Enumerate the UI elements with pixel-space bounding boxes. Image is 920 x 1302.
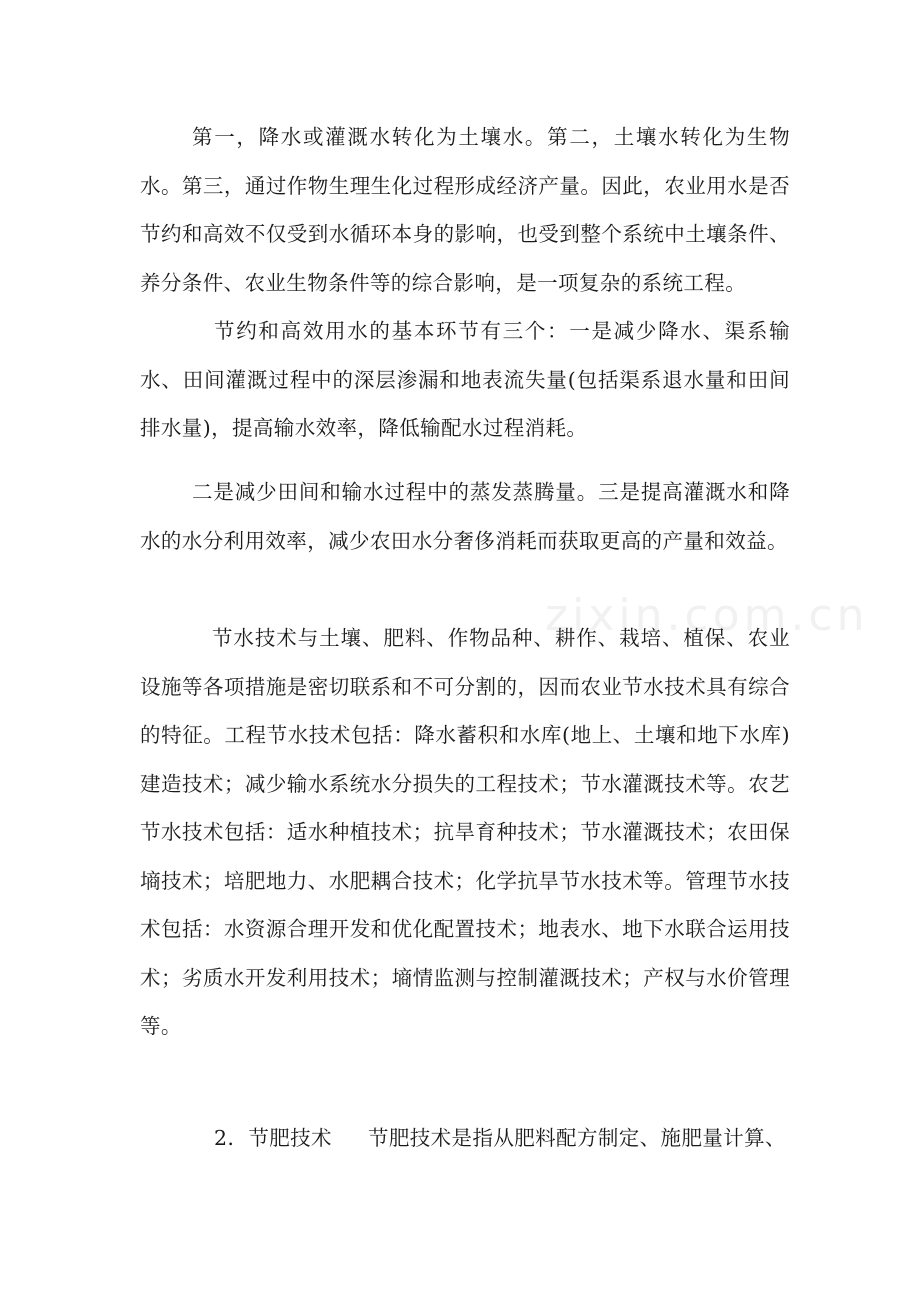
paragraph-water-conversion: 第一，降水或灌溉水转化为土壤水。第二，土壤水转化为生物水。第三，通过作物生理生化过程形成经济产量。因此，农业用水是否节约和高效不仅受到水循环本身的影响，也受到整个系统中土壤条件、养分条件、农业生物条件等的综合影响，是一项复杂的系统工程。 [140,125,790,295]
section-title: 节肥技术 [248,1126,332,1150]
watermark: zixin.com.cn [545,590,869,641]
section-heading-fertilizer [214,1114,804,1163]
paragraph-water-saving-tech: 节水技术与土壤、肥料、作物品种、耕作、栽培、植保、农业设施等各项措施是密切联系和不可分割的，因而农业节水技术具有综合的特征。工程节水技术包括：降水蓄积和水库(地上、土壤和地下水库)建造技术；减少输水系统水分损失的工程技术；节水灌溉技术等。农艺节水技术包括：适水种植技术；抗旱育种技术；节水灌溉技术；农田保墒技术；培肥地力、水肥耦合技术；化学抗旱节水技术等。管理节水技术包括：水资源合理开发和优化配置技术；地表水、地下水联合运用技术；劣质水开发利用技术；墒情监测与控制灌溉技术；产权与水价管理等。 [140,626,790,1038]
paragraph-basic-links: 节约和高效用水的基本环节有三个：一是减少降水、渠系输水、田间灌溉过程中的深层渗漏和地表流失量(包括渠系退水量和田间排水量)，提高输水效率，降低输配水过程消耗。 [140,319,790,440]
section-text: 节肥技术是指从肥料配方制定、施肥量计算、 [367,1126,786,1150]
paragraph-evaporation: 二是减少田间和输水过程中的蒸发蒸腾量。三是提高灌溉水和降水的水分利用效率，减少农田水分奢侈消耗而获取更高的产量和效益。 [140,480,790,553]
section-number: 2． [214,1126,249,1150]
